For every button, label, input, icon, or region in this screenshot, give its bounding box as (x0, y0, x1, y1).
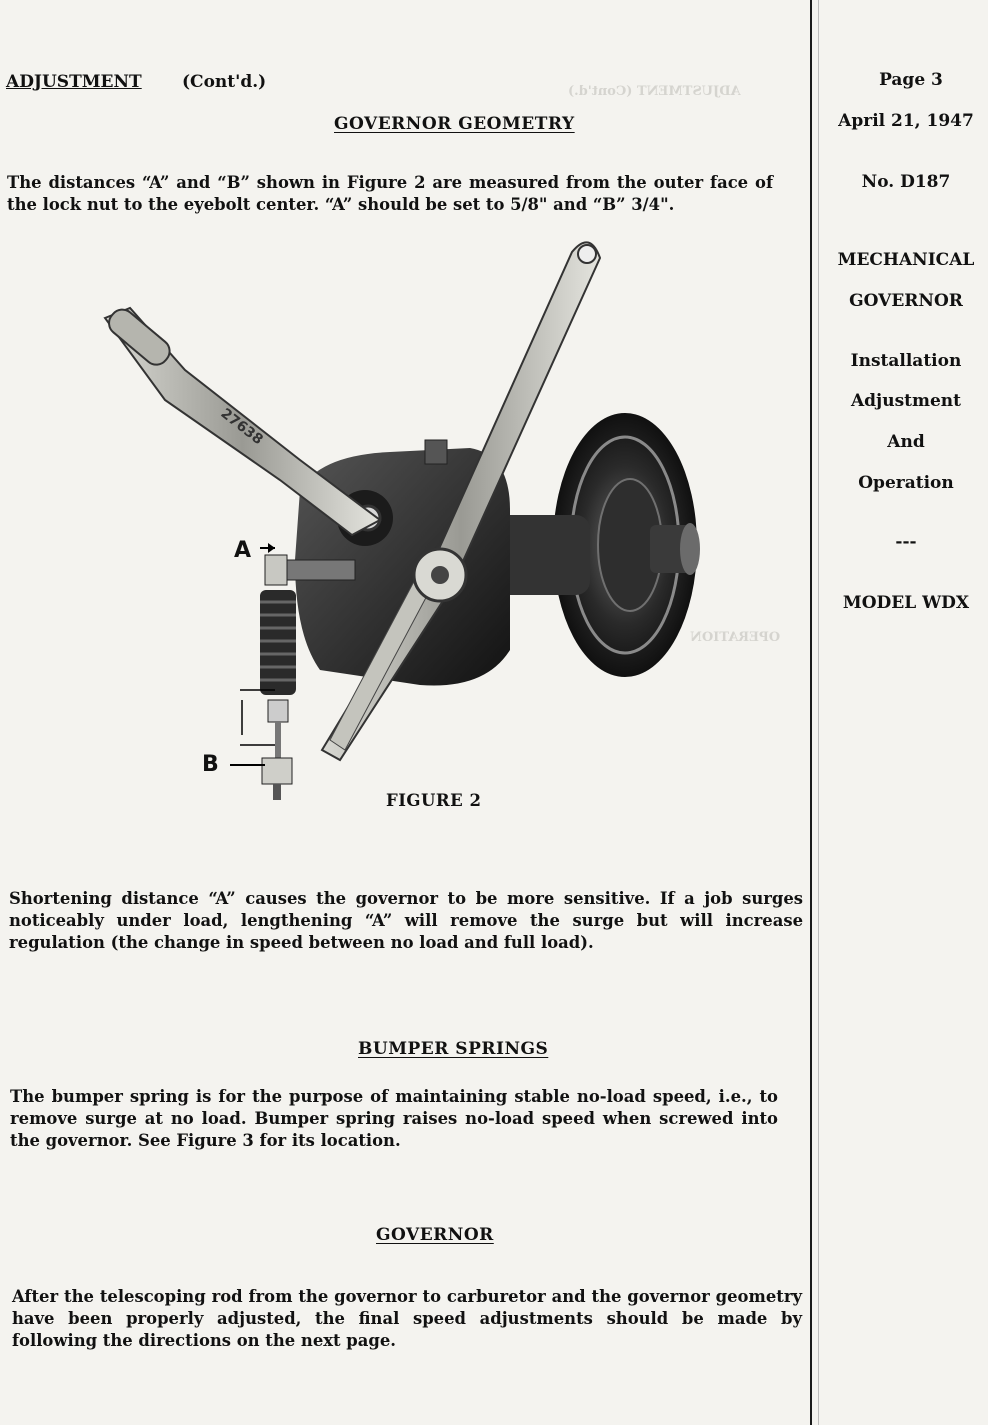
bleed-through-heading-2: OPERATION (690, 630, 781, 645)
figure-caption: FIGURE 2 (386, 791, 482, 810)
doc-title-line1: MECHANICAL (837, 250, 975, 270)
dimension-a-arrowhead (268, 543, 275, 553)
dimension-a-label: A (234, 538, 252, 563)
doc-title-line2: GOVERNOR (849, 291, 963, 311)
figure-2 (90, 230, 730, 810)
lock-nut-a (265, 555, 287, 585)
part-number-stamp: 27638 (217, 405, 266, 449)
column-divider (810, 0, 812, 1425)
governor-heading: GOVERNOR (376, 1225, 494, 1245)
rod-end (273, 784, 281, 800)
dimension-b-label: B (202, 752, 219, 777)
topic-installation: Installation (850, 351, 962, 371)
arm-hub-bolt (431, 566, 449, 584)
top-bolt (425, 440, 447, 464)
topic-adjustment: Adjustment (850, 391, 962, 411)
column-divider-shadow (818, 0, 819, 1425)
governor-illustration (90, 230, 730, 810)
topic-operation: Operation (858, 473, 954, 493)
bumper-springs-heading: BUMPER SPRINGS (358, 1039, 549, 1059)
shaft-cap (680, 523, 700, 575)
sidebar-separator: --- (895, 532, 917, 552)
eyebolt-rod (275, 722, 281, 762)
model-label: MODEL WDX (842, 593, 970, 613)
bumper-paragraph: The bumper spring is for the purpose of maintaining stable no-load speed, i.e., to remove surge at no load. Bumper spring raises no-load speed when screwed into the governor. See Figure 3 for its location. (10, 1087, 778, 1150)
doc-date: April 21, 1947 (838, 111, 974, 131)
geometry-paragraph: The distances “A” and “B” shown in Figure 2 are measured from the outer face of the lock nut to the eyebolt center. “A” should be set to 5/8" and “B” 3/4". (7, 173, 773, 214)
page-number: Page 3 (879, 70, 943, 90)
governor-geometry-heading: GOVERNOR GEOMETRY (334, 114, 575, 134)
arm-eye (578, 245, 596, 263)
section-header (6, 72, 142, 92)
lock-nut-b (262, 758, 292, 784)
bumper-spring (260, 590, 296, 695)
section-header-label: ADJUSTMENT (6, 72, 142, 92)
continued-label: (Cont'd.) (182, 72, 267, 92)
topic-and: And (887, 432, 925, 452)
governor-paragraph: After the telescoping rod from the governor to carburetor and the governor geometry have been properly adjusted, the final speed adjustments should be made by following the directions on the next page. (12, 1287, 802, 1350)
bleed-through-heading: ADJUSTMENT (Cont'd.) (568, 84, 741, 99)
sensitivity-paragraph: Shortening distance “A” causes the governor to be more sensitive. If a job surges noticeably under load, lengthening “A” will remove the surge but will increase regulation (the change in speed between no load and full load). (9, 889, 803, 952)
doc-number: No. D187 (861, 172, 951, 192)
eyebolt-nut (268, 700, 288, 722)
